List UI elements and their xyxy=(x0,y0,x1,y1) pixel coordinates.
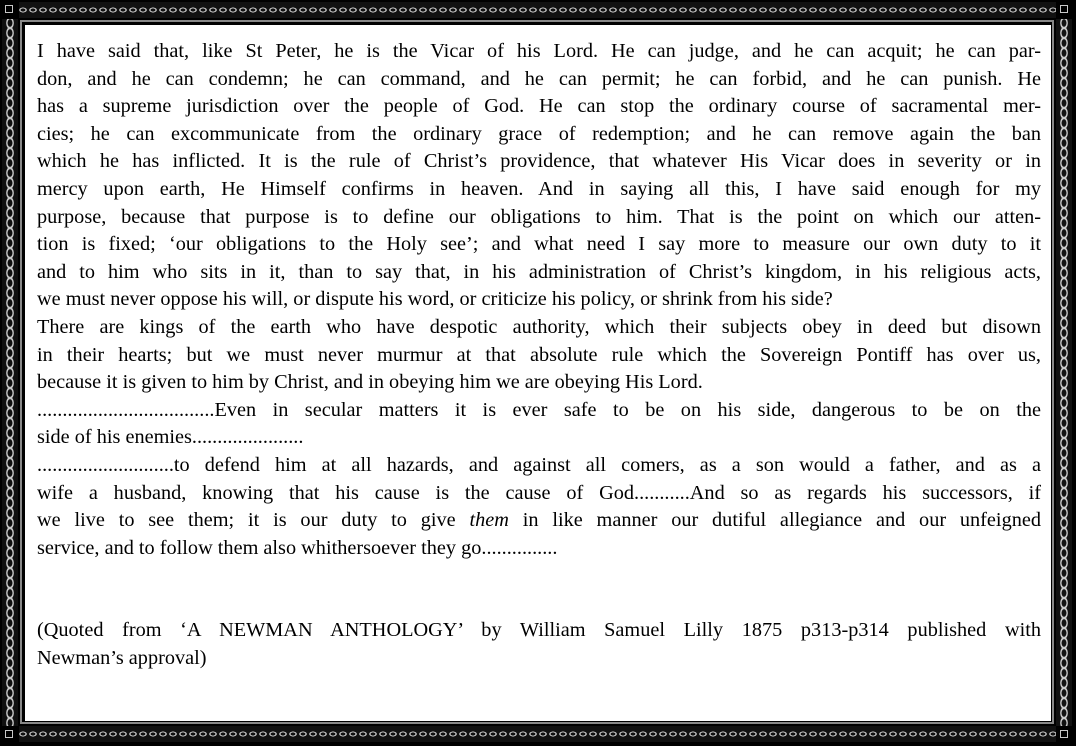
quote-line: and to him who sits in it, than to say that, in his administration of Christ’s kingdom, in his religious acts, xyxy=(37,260,1041,283)
ornamental-border-left xyxy=(2,18,18,728)
quote-line: cies; he can excommunicate from the ordinary grace of redemption; and he can remove again the ban xyxy=(37,122,1041,145)
quote-line: service, and to follow them also whithersoever they go............... xyxy=(37,536,558,559)
citation-line: Newman’s approval) xyxy=(37,646,207,669)
quote-line: There are kings of the earth who have despotic authority, which their subjects obey in deed but disown xyxy=(37,315,1041,338)
quote-line: has a supreme jurisdiction over the people of God. He can stop the ordinary course of sacramental mer- xyxy=(37,95,1041,118)
document-page xyxy=(25,25,1051,721)
quote-line-text: in like manner our dutiful allegiance and our unfeigned xyxy=(508,509,1041,532)
quote-line xyxy=(37,507,1041,535)
emphasized-word: them xyxy=(469,509,509,532)
quote-line: don, and he can condemn; he can command, and he can permit; he can forbid, and he can punish. He xyxy=(37,67,1041,90)
quote-line: ...........................to defend him at all hazards, and against all comers, as a son would a father, and as a xyxy=(37,453,1041,476)
border-corner-bottom-right xyxy=(1056,726,1074,744)
border-corner-top-left xyxy=(1,1,19,19)
ornamental-border-bottom xyxy=(18,726,1058,742)
border-corner-top-right xyxy=(1056,1,1074,19)
quote-line: I have said that, like St Peter, he is the Vicar of his Lord. He can judge, and he can acquit; he can par- xyxy=(37,40,1041,62)
quote-line: because it is given to him by Christ, and in obeying him we are obeying His Lord. xyxy=(37,371,703,394)
quote-line: in their hearts; but we must never murmur at that absolute rule which the Sovereign Pontiff has over us, xyxy=(37,343,1041,366)
quote-line: which he has inflicted. It is the rule of Christ’s providence, that whatever His Vicar does in severity or in xyxy=(37,150,1041,173)
quote-line-text: we live to see them; it is our duty to give xyxy=(37,509,470,532)
ornamental-border-right xyxy=(1056,18,1072,728)
citation-paragraph xyxy=(37,617,1039,672)
quote-line: mercy upon earth, He Himself confirms in heaven. And in saying all this, I have said enough for my xyxy=(37,177,1041,200)
paragraph-spacer xyxy=(37,562,1039,617)
border-corner-bottom-left xyxy=(1,726,19,744)
quote-paragraph xyxy=(37,38,1039,562)
quote-line: ...................................Even in secular matters it is ever safe to be on his side, dangerous to be on the xyxy=(37,398,1041,421)
quote-line: side of his enemies...................... xyxy=(37,426,304,449)
ornamental-border-top xyxy=(18,2,1058,18)
quote-line: wife a husband, knowing that his cause is the cause of God...........And so as regards his successors, if xyxy=(37,481,1041,504)
quote-line: purpose, because that purpose is to define our obligations to him. That is the point on which our atten- xyxy=(37,205,1041,228)
quote-line: tion is fixed; ‘our obligations to the Holy see’; and what need I say more to measure our own duty to it xyxy=(37,233,1041,256)
citation-line: (Quoted from ‘A NEWMAN ANTHOLOGY’ by William Samuel Lilly 1875 p313-p314 published with xyxy=(37,619,1041,642)
quote-line: we must never oppose his will, or dispute his word, or criticize his policy, or shrink from his side? xyxy=(37,288,833,311)
